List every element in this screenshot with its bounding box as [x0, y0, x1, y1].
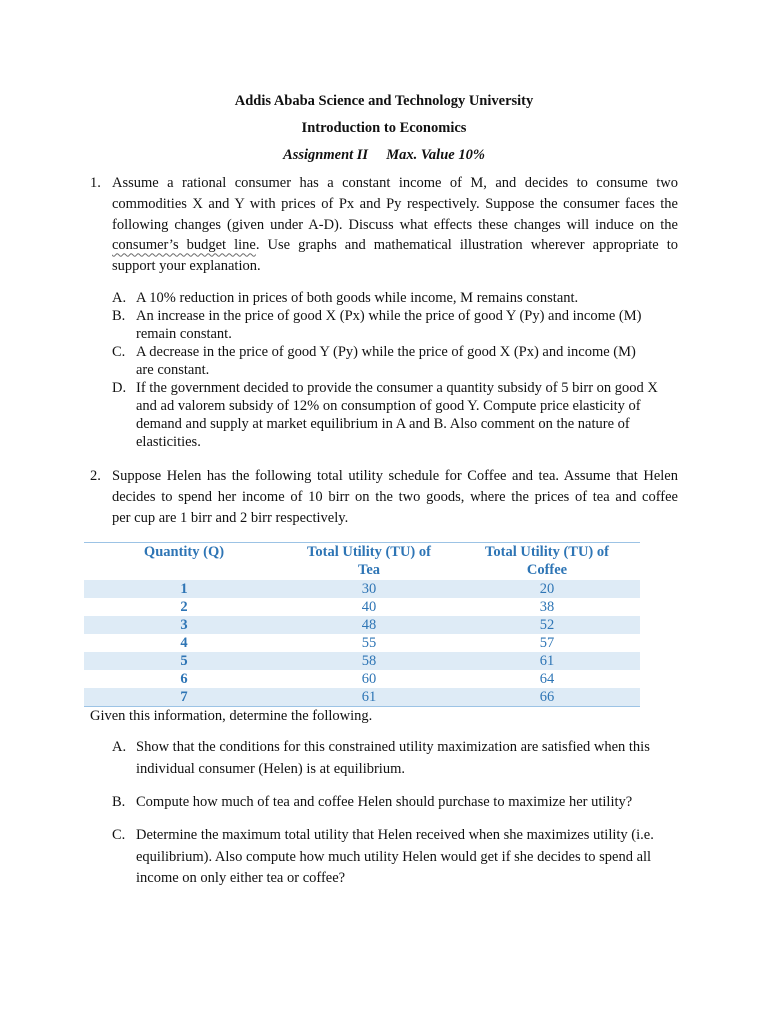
cell-tea: 58	[284, 652, 454, 670]
item-line: and ad valorem subsidy of 12% on consumption of good Y. Compute price elasticity of	[136, 398, 641, 414]
item-line: Show that the conditions for this constrained utility maximization are satisfied when this	[136, 739, 650, 755]
item-letter: D.	[112, 380, 127, 396]
table-header-row	[84, 543, 640, 581]
q1-line: Assume a rational consumer has a constant income of M, and decides to consume two	[112, 175, 678, 191]
table-row	[84, 580, 640, 598]
university-title: Addis Ababa Science and Technology University	[234, 93, 534, 109]
cell-tea: 55	[361, 635, 377, 651]
header-coffee: Total Utility (TU) of Coffee	[454, 543, 640, 581]
q1-line-tail: . Use graphs and mathematical illustration wherever appropriate to	[255, 237, 678, 254]
item-letter: B.	[112, 308, 126, 324]
item-letter: A.	[112, 290, 127, 306]
table-row	[84, 688, 640, 707]
item-letter: A.	[112, 739, 127, 755]
item-line: A decrease in the price of good Y (Py) while the price of good X (Px) and income (M)	[136, 344, 636, 360]
cell-tea: 48	[284, 616, 454, 634]
cell-quantity: 3	[84, 616, 284, 634]
q1-line: support your explanation.	[112, 258, 261, 275]
q1-line: commodities X and Y with prices of Px and Py respectively. Suppose the consumer faces the	[112, 195, 678, 212]
assignment-line	[0, 147, 768, 164]
cell-quantity: 4	[180, 635, 188, 651]
q1-line: following changes (given under A-D). Discuss what effects these changes will induce on the	[112, 216, 678, 233]
max-value-label: Max. Value 10%	[386, 147, 485, 163]
cell-coffee: 52	[454, 616, 640, 634]
item-line: are constant.	[136, 362, 210, 378]
table-row	[84, 652, 640, 670]
cell-coffee: 64	[539, 671, 555, 687]
table-row	[84, 634, 640, 652]
course-title: Introduction to Economics	[301, 120, 467, 136]
item-letter: C.	[112, 344, 126, 360]
question-2-text	[112, 466, 678, 528]
cell-quantity: 1	[84, 580, 284, 598]
item-line: Compute how much of tea and coffee Helen should purchase to maximize her utility?	[136, 794, 633, 810]
cell-coffee: 61	[454, 652, 640, 670]
item-line: elasticities.	[136, 434, 201, 450]
utility-table	[84, 542, 640, 707]
q1-line	[112, 235, 678, 256]
item-line: If the government decided to provide the consumer a quantity subsidy of 5 birr on good X	[136, 380, 658, 396]
cell-coffee: 66	[454, 688, 640, 707]
item-line: demand and supply at market equilibrium in A and B. Also comment on the nature of	[136, 416, 630, 432]
item-line: income on only either tea or coffee?	[136, 870, 346, 886]
question-1-text	[112, 173, 678, 277]
item-letter: C.	[112, 827, 126, 843]
cell-coffee: 38	[539, 599, 555, 615]
item-line: individual consumer (Helen) is at equilibrium.	[136, 760, 405, 777]
cell-coffee: 57	[539, 635, 555, 651]
item-line: equilibrium). Also compute how much utility Helen would get if she decides to spend all	[136, 848, 652, 865]
cell-coffee: 20	[454, 580, 640, 598]
cell-tea: 30	[284, 580, 454, 598]
table-row	[84, 598, 640, 616]
question-2-number: 2.	[90, 468, 101, 484]
given-info-line: Given this information, determine the following.	[90, 708, 373, 724]
cell-quantity: 6	[180, 671, 188, 687]
item-line: remain constant.	[136, 326, 232, 342]
table-row	[84, 616, 640, 634]
cell-tea: 40	[361, 599, 377, 615]
cell-quantity: 2	[180, 599, 188, 615]
item-line: A 10% reduction in prices of both goods while income, M remains constant.	[136, 290, 579, 306]
cell-tea: 61	[284, 688, 454, 707]
table-row	[84, 670, 640, 688]
q2-line: per cup are 1 birr and 2 birr respectively.	[112, 509, 349, 526]
cell-quantity: 7	[84, 688, 284, 707]
question-1-number: 1.	[90, 175, 101, 191]
cell-quantity: 5	[84, 652, 284, 670]
header-tea: Total Utility (TU) of Tea	[284, 543, 454, 581]
q2-line: Suppose Helen has the following total utility schedule for Coffee and tea. Assume that Helen	[112, 468, 678, 484]
item-letter: B.	[112, 794, 126, 810]
assignment-label: Assignment II	[283, 147, 369, 163]
cell-tea: 60	[361, 671, 377, 687]
item-line: An increase in the price of good X (Px) while the price of good Y (Py) and income (M)	[136, 308, 642, 324]
budget-line-phrase: consumer’s budget line	[112, 237, 256, 254]
header-quantity: Quantity (Q)	[84, 543, 284, 581]
item-line: Determine the maximum total utility that Helen received when she maximizes utility (i.e.	[136, 827, 654, 843]
q2-line: decides to spend her income of 10 birr on the two goods, where the prices of tea and coffee	[112, 488, 678, 505]
